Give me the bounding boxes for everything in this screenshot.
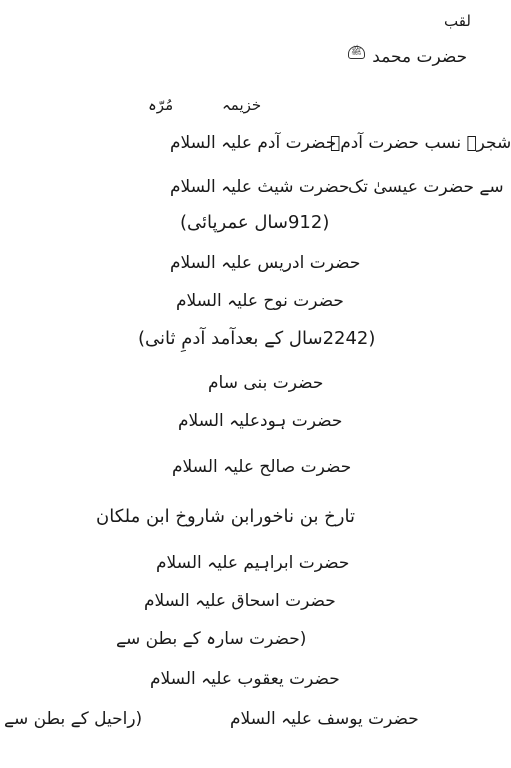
murrah-label: مُرّہ xyxy=(148,96,174,114)
yaqoob-line: حضرت یعقوب علیہ السلام xyxy=(150,669,340,689)
sarah-note: (حضرت سارہ کے بطن سے xyxy=(116,629,307,649)
idrees-line: حضرت ادریس علیہ السلام xyxy=(170,253,361,273)
nooh-line: حضرت نوح علیہ السلام xyxy=(176,291,344,311)
age-912-note: (912سال عمرپائی) xyxy=(180,212,330,233)
se-line: سے حضرت عیسیٰ تک xyxy=(348,177,504,197)
raheel-note: (راحیل کے بطن سے xyxy=(4,709,143,729)
age-2242-note: (2242سال کے بعدآمد آدمِ ثانی) xyxy=(138,328,376,349)
muhammad-name: حضرت محمد xyxy=(372,47,468,67)
salawat-honorific-icon: ﷺ xyxy=(348,46,365,59)
tarikh-line: تارخ بن ناخورابن شاروخ ابن ملکان xyxy=(96,506,355,527)
adam-line: حضرت آدم علیہ السلام xyxy=(170,133,337,153)
laqab-label: لقب xyxy=(444,12,471,30)
ibrahim-line: حضرت ابراہیم علیہ السلام xyxy=(156,553,350,573)
sheeth-line: حضرت شیث علیہ السلام xyxy=(170,177,350,197)
shajra-heading: شجرہ نسب حضرت آدمؑ xyxy=(330,133,511,153)
saam-line: حضرت بنی سام xyxy=(208,373,324,393)
ishaq-line: حضرت اسحاق علیہ السلام xyxy=(144,591,336,611)
muhammad-line xyxy=(346,46,467,68)
yusuf-line: حضرت یوسف علیہ السلام xyxy=(230,709,419,729)
hood-line: حضرت ہودعلیہ السلام xyxy=(178,411,343,431)
khuzaima-label: خزیمہ xyxy=(222,96,262,114)
saleh-line: حضرت صالح علیہ السلام xyxy=(172,457,352,477)
